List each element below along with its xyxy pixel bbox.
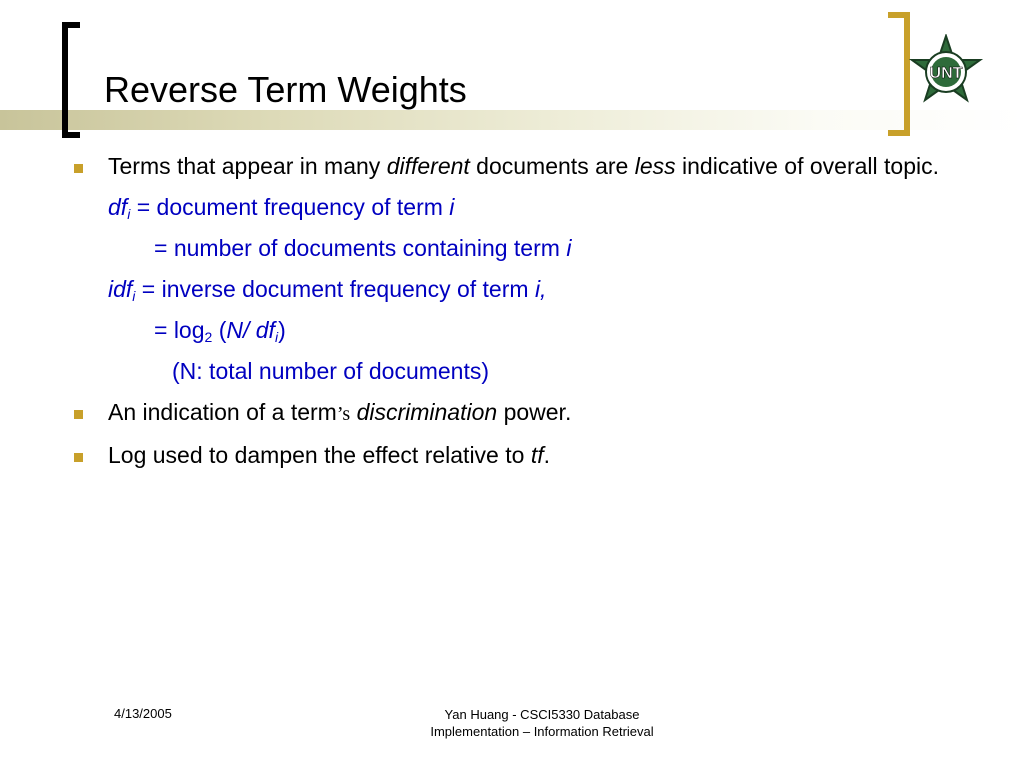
left-bracket-decoration bbox=[62, 22, 80, 138]
text: ’s bbox=[336, 403, 351, 425]
footer-line-2: Implementation – Information Retrieval bbox=[430, 724, 654, 739]
symbol: df bbox=[108, 194, 128, 220]
text: (N: total number of documents) bbox=[172, 358, 490, 384]
text: An indication of a term bbox=[108, 399, 337, 425]
text: power. bbox=[497, 399, 572, 425]
footer-center bbox=[392, 706, 692, 740]
square-bullet-icon bbox=[74, 410, 83, 419]
text: documents are bbox=[469, 153, 635, 179]
text: = inverse document frequency of term bbox=[135, 276, 535, 302]
subscript: i bbox=[274, 329, 279, 345]
logo-text: UNT bbox=[929, 65, 963, 82]
symbol: idf bbox=[108, 276, 133, 302]
text: . bbox=[543, 442, 550, 468]
text: indicative of overall topic. bbox=[675, 153, 939, 179]
slide-body bbox=[70, 152, 950, 482]
unt-logo-icon bbox=[908, 34, 984, 110]
symbol: i bbox=[449, 194, 455, 220]
subscript: i bbox=[132, 288, 136, 304]
footer-line-1: Yan Huang - CSCI5330 Database bbox=[444, 707, 640, 722]
bullet-item-1 bbox=[70, 152, 950, 181]
symbol: i, bbox=[534, 276, 547, 302]
formula-line-df-def bbox=[70, 234, 950, 263]
footer-date: 4/13/2005 bbox=[114, 706, 172, 721]
text: Terms that appear in many bbox=[108, 153, 387, 179]
emphasis: different bbox=[386, 153, 470, 179]
text: Log used to dampen the effect relative to bbox=[108, 442, 531, 468]
bullet-item-3 bbox=[70, 441, 950, 470]
formula-line-log bbox=[70, 316, 950, 345]
slide-title: Reverse Term Weights bbox=[104, 69, 467, 110]
symbol: i bbox=[566, 235, 572, 261]
symbol: N/ df bbox=[226, 317, 275, 343]
formula-line-note bbox=[70, 357, 950, 386]
formula-line-idf bbox=[70, 275, 950, 304]
title-underline-bar bbox=[0, 110, 1024, 130]
subscript: 2 bbox=[204, 329, 213, 345]
bullet-item-2 bbox=[70, 398, 950, 429]
square-bullet-icon bbox=[74, 453, 83, 462]
emphasis: discrimination bbox=[350, 399, 498, 425]
text: = number of documents containing term bbox=[154, 235, 567, 261]
square-bullet-icon bbox=[74, 164, 83, 173]
formula-line-df bbox=[70, 193, 950, 222]
text: ( bbox=[212, 317, 227, 343]
subscript: i bbox=[127, 206, 131, 222]
text: = document frequency of term bbox=[130, 194, 450, 220]
text: ) bbox=[278, 317, 286, 343]
right-bracket-decoration bbox=[888, 12, 910, 136]
text: = log bbox=[154, 317, 205, 343]
emphasis: tf bbox=[530, 442, 544, 468]
emphasis: less bbox=[634, 153, 676, 179]
